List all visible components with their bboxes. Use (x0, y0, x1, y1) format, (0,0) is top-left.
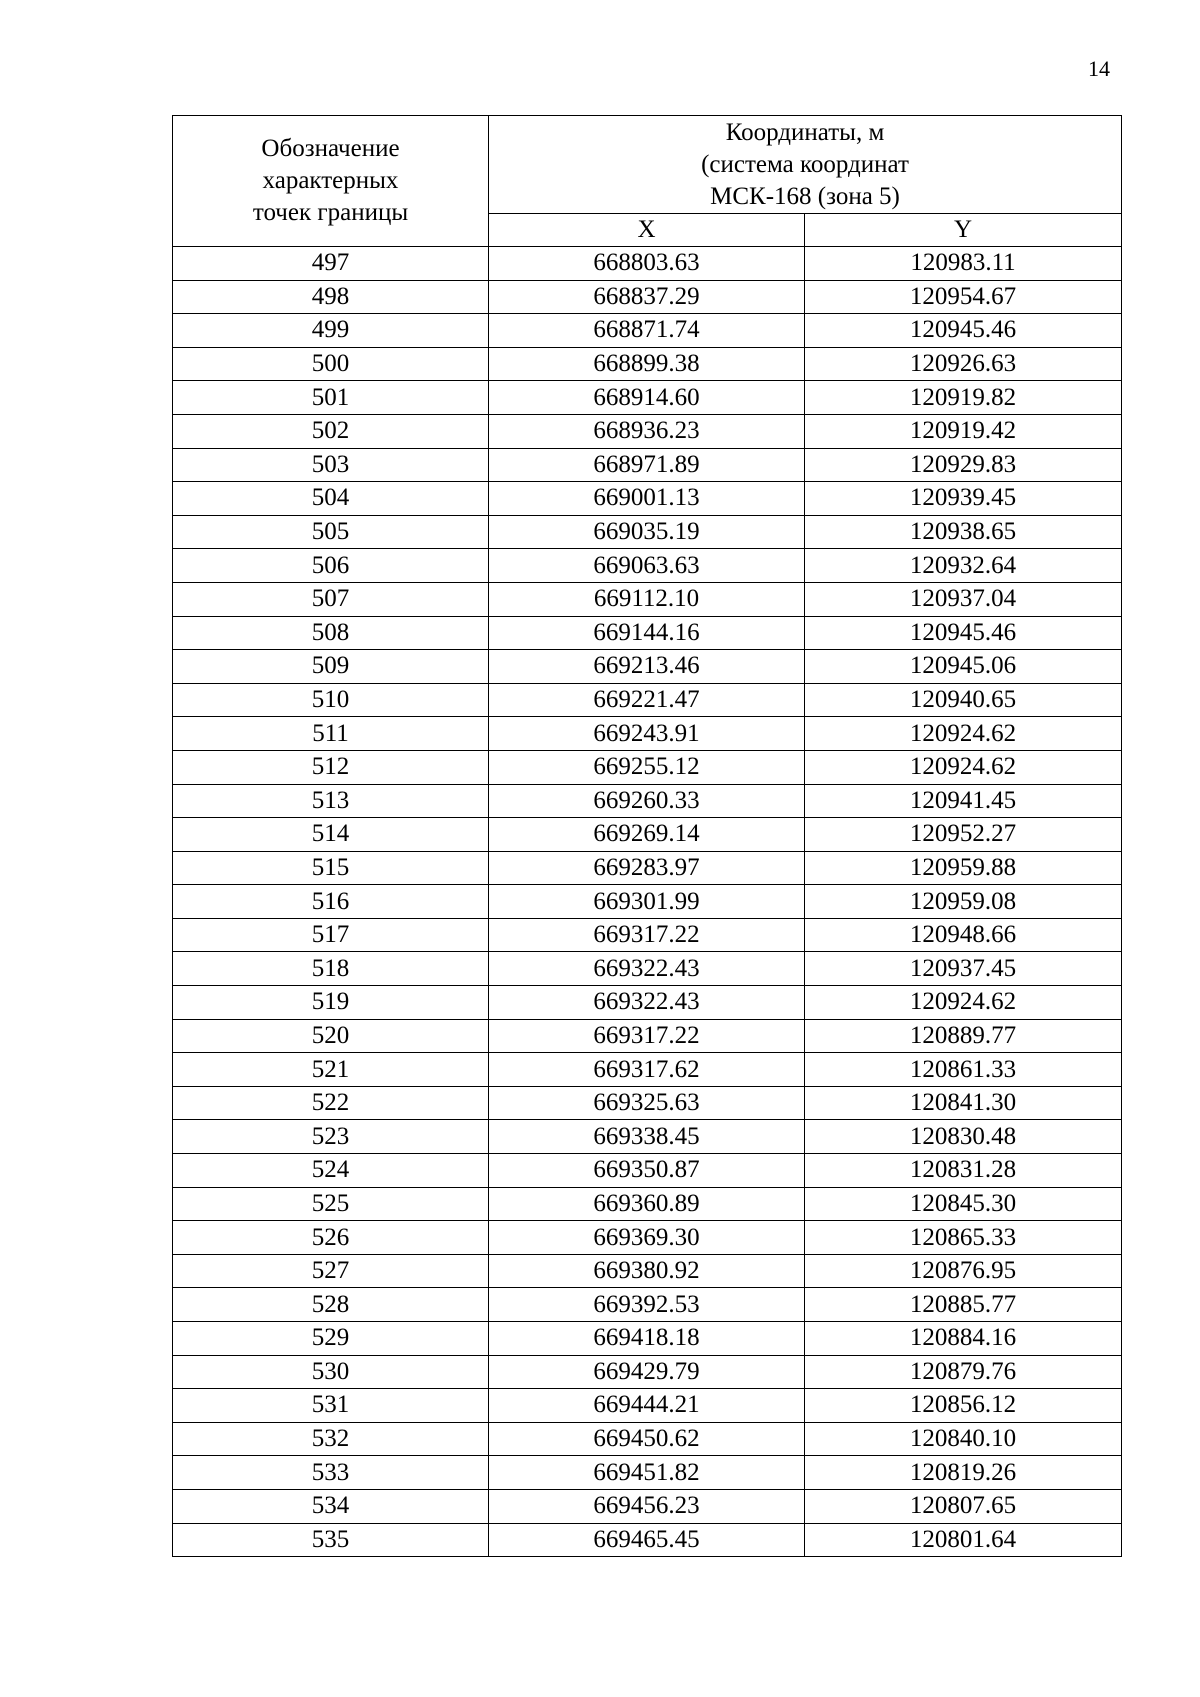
table-row (173, 1322, 1122, 1356)
table-row (173, 280, 1122, 314)
table-row (173, 582, 1122, 616)
coordinates-header-line: (система координат (701, 150, 909, 178)
y-coordinate-cell: 120983.11 (805, 247, 1122, 281)
table-row (173, 1120, 1122, 1154)
x-coordinate-cell: 669260.33 (489, 784, 805, 818)
table-row (173, 952, 1122, 986)
y-coordinate-cell: 120954.67 (805, 280, 1122, 314)
x-coordinate-cell: 669429.79 (489, 1355, 805, 1389)
point-id-cell: 503 (173, 448, 489, 482)
x-coordinate-cell: 669035.19 (489, 515, 805, 549)
table-row (173, 1489, 1122, 1523)
y-coordinate-cell: 120876.95 (805, 1254, 1122, 1288)
table-row (173, 1456, 1122, 1490)
coordinates-header (489, 116, 1122, 214)
y-coordinate-cell: 120939.45 (805, 482, 1122, 516)
table-row (173, 1523, 1122, 1557)
point-id-cell: 520 (173, 1019, 489, 1053)
x-coordinate-cell: 668871.74 (489, 314, 805, 348)
y-coordinate-cell: 120926.63 (805, 347, 1122, 381)
x-coordinate-cell: 669380.92 (489, 1254, 805, 1288)
point-id-cell: 509 (173, 650, 489, 684)
table-row (173, 448, 1122, 482)
x-coordinate-cell: 669317.22 (489, 918, 805, 952)
y-coordinate-cell: 120945.06 (805, 650, 1122, 684)
table-row (173, 1019, 1122, 1053)
y-column-header: Y (805, 214, 1122, 247)
table-row (173, 750, 1122, 784)
table-row (173, 851, 1122, 885)
y-coordinate-cell: 120948.66 (805, 918, 1122, 952)
point-id-cell: 505 (173, 515, 489, 549)
x-coordinate-cell: 669243.91 (489, 717, 805, 751)
table-row (173, 549, 1122, 583)
point-id-cell: 533 (173, 1456, 489, 1490)
y-coordinate-cell: 120919.42 (805, 414, 1122, 448)
y-coordinate-cell: 120959.88 (805, 851, 1122, 885)
y-coordinate-cell: 120919.82 (805, 381, 1122, 415)
point-id-cell: 526 (173, 1221, 489, 1255)
x-coordinate-cell: 669450.62 (489, 1422, 805, 1456)
y-coordinate-cell: 120831.28 (805, 1154, 1122, 1188)
point-id-cell: 528 (173, 1288, 489, 1322)
y-coordinate-cell: 120924.62 (805, 986, 1122, 1020)
point-id-cell: 515 (173, 851, 489, 885)
designation-header-line: Обозначение (261, 135, 400, 162)
table-header (173, 116, 1122, 247)
y-coordinate-cell: 120959.08 (805, 885, 1122, 919)
x-coordinate-cell: 669317.22 (489, 1019, 805, 1053)
x-coordinate-cell: 669144.16 (489, 616, 805, 650)
point-id-cell: 529 (173, 1322, 489, 1356)
y-coordinate-cell: 120819.26 (805, 1456, 1122, 1490)
table-row (173, 918, 1122, 952)
table-row (173, 414, 1122, 448)
table-row (173, 650, 1122, 684)
y-coordinate-cell: 120830.48 (805, 1120, 1122, 1154)
point-id-cell: 530 (173, 1355, 489, 1389)
table-body (173, 247, 1122, 1557)
x-coordinate-cell: 669322.43 (489, 986, 805, 1020)
y-coordinate-cell: 120856.12 (805, 1389, 1122, 1423)
y-coordinate-cell: 120937.45 (805, 952, 1122, 986)
y-coordinate-cell: 120945.46 (805, 314, 1122, 348)
table-row (173, 616, 1122, 650)
y-coordinate-cell: 120807.65 (805, 1489, 1122, 1523)
x-coordinate-cell: 669269.14 (489, 818, 805, 852)
x-coordinate-cell: 668971.89 (489, 448, 805, 482)
table-row (173, 347, 1122, 381)
table-row (173, 314, 1122, 348)
table-row (173, 381, 1122, 415)
y-coordinate-cell: 120938.65 (805, 515, 1122, 549)
point-id-cell: 524 (173, 1154, 489, 1188)
x-coordinate-cell: 668936.23 (489, 414, 805, 448)
point-id-cell: 514 (173, 818, 489, 852)
y-coordinate-cell: 120932.64 (805, 549, 1122, 583)
x-coordinate-cell: 668899.38 (489, 347, 805, 381)
point-id-cell: 510 (173, 683, 489, 717)
point-id-cell: 517 (173, 918, 489, 952)
table-row (173, 986, 1122, 1020)
coordinates-header-line: Координаты, м (725, 118, 885, 146)
x-coordinate-cell: 669451.82 (489, 1456, 805, 1490)
table-row (173, 818, 1122, 852)
designation-header-line: характерных (262, 167, 399, 194)
point-id-cell: 525 (173, 1187, 489, 1221)
table-row (173, 885, 1122, 919)
y-coordinate-cell: 120865.33 (805, 1221, 1122, 1255)
x-coordinate-cell: 669360.89 (489, 1187, 805, 1221)
y-coordinate-cell: 120945.46 (805, 616, 1122, 650)
designation-header (173, 116, 489, 247)
table-row (173, 1221, 1122, 1255)
point-id-cell: 498 (173, 280, 489, 314)
x-coordinate-cell: 669112.10 (489, 582, 805, 616)
y-coordinate-cell: 120889.77 (805, 1019, 1122, 1053)
point-id-cell: 504 (173, 482, 489, 516)
point-id-cell: 523 (173, 1120, 489, 1154)
point-id-cell: 513 (173, 784, 489, 818)
table-row (173, 683, 1122, 717)
coordinates-table (172, 115, 1122, 1557)
y-coordinate-cell: 120861.33 (805, 1053, 1122, 1087)
x-coordinate-cell: 668837.29 (489, 280, 805, 314)
y-coordinate-cell: 120924.62 (805, 717, 1122, 751)
table-row (173, 1187, 1122, 1221)
x-coordinate-cell: 669213.46 (489, 650, 805, 684)
table-row (173, 1254, 1122, 1288)
table-row (173, 1355, 1122, 1389)
y-coordinate-cell: 120840.10 (805, 1422, 1122, 1456)
y-coordinate-cell: 120885.77 (805, 1288, 1122, 1322)
table-row (173, 1086, 1122, 1120)
x-coordinate-cell: 669444.21 (489, 1389, 805, 1423)
y-coordinate-cell: 120841.30 (805, 1086, 1122, 1120)
point-id-cell: 506 (173, 549, 489, 583)
x-coordinate-cell: 669063.63 (489, 549, 805, 583)
table-row (173, 247, 1122, 281)
table-row (173, 1053, 1122, 1087)
table-row (173, 1422, 1122, 1456)
x-coordinate-cell: 669322.43 (489, 952, 805, 986)
table-row (173, 1288, 1122, 1322)
x-coordinate-cell: 669221.47 (489, 683, 805, 717)
point-id-cell: 534 (173, 1489, 489, 1523)
y-coordinate-cell: 120929.83 (805, 448, 1122, 482)
x-column-header: X (489, 214, 805, 247)
point-id-cell: 522 (173, 1086, 489, 1120)
table-row (173, 784, 1122, 818)
point-id-cell: 512 (173, 750, 489, 784)
x-coordinate-cell: 669283.97 (489, 851, 805, 885)
point-id-cell: 499 (173, 314, 489, 348)
y-coordinate-cell: 120941.45 (805, 784, 1122, 818)
table-row (173, 482, 1122, 516)
point-id-cell: 507 (173, 582, 489, 616)
x-coordinate-cell: 669325.63 (489, 1086, 805, 1120)
y-coordinate-cell: 120879.76 (805, 1355, 1122, 1389)
x-coordinate-cell: 668803.63 (489, 247, 805, 281)
x-coordinate-cell: 669350.87 (489, 1154, 805, 1188)
y-coordinate-cell: 120845.30 (805, 1187, 1122, 1221)
point-id-cell: 519 (173, 986, 489, 1020)
y-coordinate-cell: 120937.04 (805, 582, 1122, 616)
y-coordinate-cell: 120924.62 (805, 750, 1122, 784)
x-coordinate-cell: 669456.23 (489, 1489, 805, 1523)
y-coordinate-cell: 120952.27 (805, 818, 1122, 852)
x-coordinate-cell: 669255.12 (489, 750, 805, 784)
x-coordinate-cell: 669301.99 (489, 885, 805, 919)
x-coordinate-cell: 669465.45 (489, 1523, 805, 1557)
x-coordinate-cell: 669001.13 (489, 482, 805, 516)
table-row (173, 1389, 1122, 1423)
table-row (173, 515, 1122, 549)
point-id-cell: 527 (173, 1254, 489, 1288)
coordinates-header-line: МСК-168 (зона 5) (710, 182, 900, 210)
point-id-cell: 502 (173, 414, 489, 448)
point-id-cell: 500 (173, 347, 489, 381)
point-id-cell: 531 (173, 1389, 489, 1423)
x-coordinate-cell: 668914.60 (489, 381, 805, 415)
point-id-cell: 518 (173, 952, 489, 986)
page-number: 14 (1088, 56, 1110, 81)
point-id-cell: 508 (173, 616, 489, 650)
x-coordinate-cell: 669338.45 (489, 1120, 805, 1154)
x-coordinate-cell: 669418.18 (489, 1322, 805, 1356)
y-coordinate-cell: 120884.16 (805, 1322, 1122, 1356)
designation-header-line: точек границы (252, 199, 409, 226)
point-id-cell: 521 (173, 1053, 489, 1087)
point-id-cell: 511 (173, 717, 489, 751)
point-id-cell: 535 (173, 1523, 489, 1557)
y-coordinate-cell: 120801.64 (805, 1523, 1122, 1557)
point-id-cell: 497 (173, 247, 489, 281)
point-id-cell: 532 (173, 1422, 489, 1456)
x-coordinate-cell: 669369.30 (489, 1221, 805, 1255)
table-row (173, 717, 1122, 751)
table-row (173, 1154, 1122, 1188)
point-id-cell: 501 (173, 381, 489, 415)
x-coordinate-cell: 669392.53 (489, 1288, 805, 1322)
x-coordinate-cell: 669317.62 (489, 1053, 805, 1087)
y-coordinate-cell: 120940.65 (805, 683, 1122, 717)
point-id-cell: 516 (173, 885, 489, 919)
